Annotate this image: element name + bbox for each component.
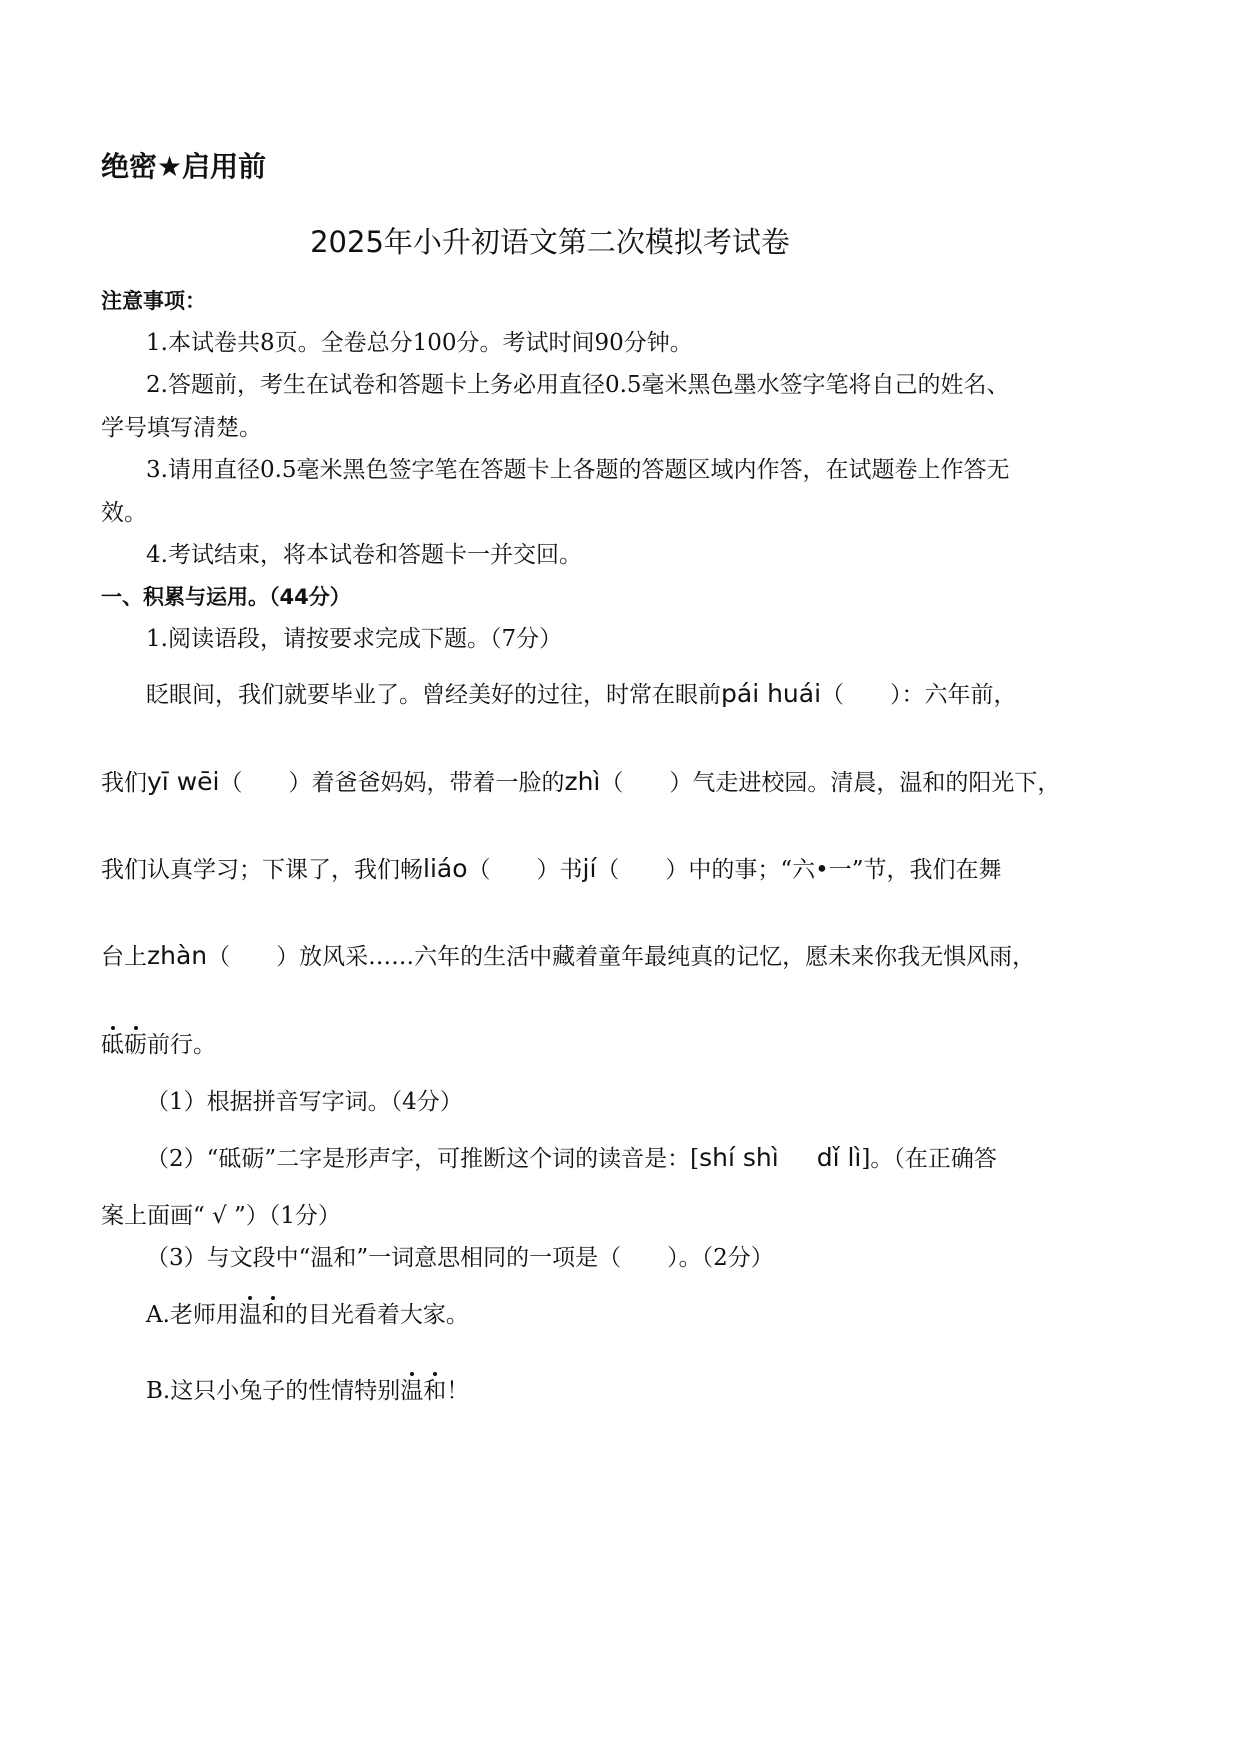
passage-line — [101, 941, 1035, 972]
answer-blank[interactable]: （ ）书 — [467, 857, 583, 883]
answer-blank[interactable]: （ ）放风采……六年的生活中藏着童年最纯真的记忆，愿未来你我无惧风雨， — [207, 944, 1036, 970]
passage-text: 台上 — [101, 944, 147, 970]
sub-question-2 — [146, 1143, 997, 1174]
sub-question-text: ]。（在正确答 — [861, 1146, 997, 1172]
option-text: A.老师用 — [146, 1302, 239, 1328]
answer-blank[interactable]: （ ）：六年前， — [821, 682, 1017, 708]
emphasis-char: 砥 — [101, 1032, 124, 1058]
question-intro: 1.阅读语段，请按要求完成下题。（7分） — [146, 626, 563, 652]
notice-item: 4.考试结束，将本试卷和答题卡一并交回。 — [146, 542, 582, 568]
option-text: ！ — [446, 1378, 470, 1404]
option-a[interactable] — [146, 1300, 469, 1330]
sub-question-3: （3）与文段中“温和”一词意思相同的一项是（ ）。（2分） — [146, 1245, 774, 1271]
answer-blank[interactable]: （ ）着爸爸妈妈，带着一脸的 — [219, 770, 565, 796]
passage-line — [101, 1030, 216, 1060]
pinyin-yi-wei: yī wēi — [147, 767, 220, 796]
passage-line — [101, 854, 1002, 885]
sub-question-1: （1）根据拼音写字词。（4分） — [146, 1089, 463, 1115]
reading-option[interactable]: shí shì — [699, 1143, 779, 1172]
pinyin-pai-huai: pái huái — [721, 679, 822, 708]
sub-question-text: （2）“砥砺”二字是形声字，可推断这个词的读音是：[ — [146, 1146, 700, 1172]
option-text: 的目光看着大家。 — [284, 1302, 469, 1328]
passage-text: 眨眼间，我们就要毕业了。曾经美好的过往，时常在眼前 — [146, 682, 721, 708]
passage-text: 我们认真学习；下课了，我们畅 — [101, 857, 423, 883]
option-text: B.这只小兔子的性情特别 — [146, 1378, 401, 1404]
notice-item: 2.答题前，考生在试卷和答题卡上务必用直径0.5毫米黑色墨水签字笔将自己的姓名、 — [146, 372, 1010, 398]
passage-text: 前行。 — [147, 1032, 216, 1058]
answer-blank[interactable]: （ ）气走进校园。清晨，温和的阳光下， — [600, 770, 1061, 796]
passage-line — [101, 767, 1060, 798]
emphasis-char: 和 — [423, 1378, 447, 1404]
passage-text: 我们 — [101, 770, 147, 796]
emphasis-char: 温 — [400, 1378, 424, 1404]
emphasis-char: 和 — [261, 1302, 285, 1328]
sub-question-2-continued: 案上面画“ √ ”）（1分） — [101, 1203, 341, 1229]
notice-item: 3.请用直径0.5毫米黑色签字笔在答题卡上各题的答题区域内作答，在试题卷上作答无 — [146, 457, 1010, 483]
section-heading: 一、积累与运用。（44分） — [101, 585, 351, 609]
pinyin-zhan: zhàn — [147, 941, 208, 970]
emphasis-char: 温 — [238, 1302, 262, 1328]
option-b[interactable] — [146, 1376, 469, 1406]
notice-item: 1.本试卷共8页。全卷总分100分。考试时间90分钟。 — [146, 330, 693, 356]
confidential-label: 绝密★启用前 — [101, 150, 267, 183]
notice-heading: 注意事项： — [101, 289, 206, 313]
emphasis-char: 砺 — [124, 1032, 147, 1058]
reading-option[interactable]: dǐ lì — [816, 1143, 862, 1172]
notice-item-continued: 效。 — [101, 500, 147, 526]
exam-title: 2025年小升初语文第二次模拟考试卷 — [310, 225, 790, 259]
pinyin-ji: jí — [582, 854, 597, 883]
pinyin-liao: liáo — [423, 854, 468, 883]
passage-line — [146, 679, 1017, 710]
notice-item-continued: 学号填写清楚。 — [101, 415, 262, 441]
pinyin-zhi: zhì — [564, 767, 601, 796]
answer-blank[interactable]: （ ）中的事；“六•一”节，我们在舞 — [596, 857, 1002, 883]
